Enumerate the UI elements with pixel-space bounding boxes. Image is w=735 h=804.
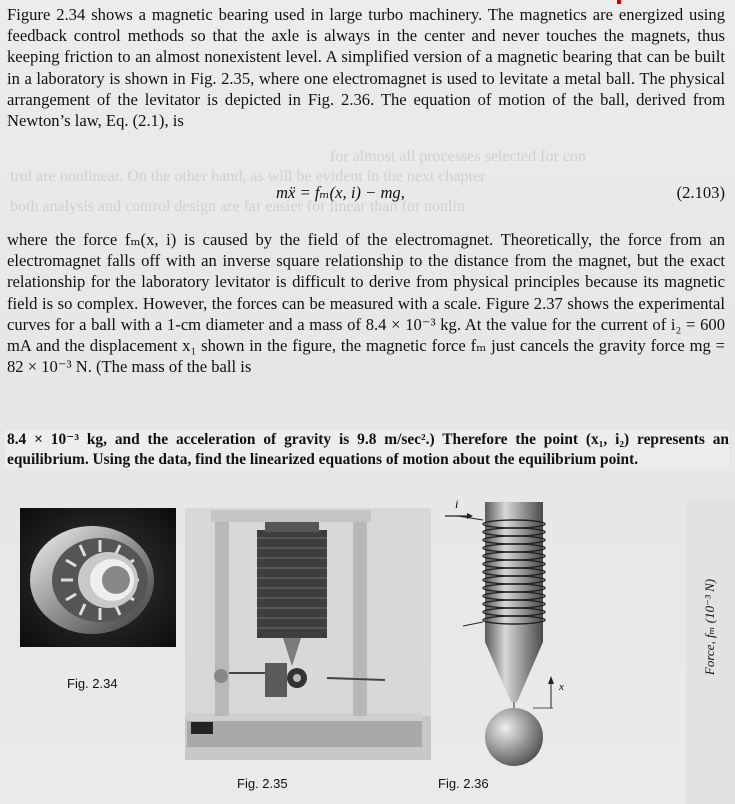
- bleed-through-text: for almost all processes selected for con: [330, 148, 586, 165]
- problem-paragraph-2: where the force fₘ(x, i) is caused by the field of the electromagnet. Theoretically, the force from an electromagnet falls off with an inverse square relationship to the distance from the magnet, but the exact relationship for the laboratory levitator is difficult to derive from physical principles because its magnetic field is so complex. However, the forces can be measured with a scale. Figure 2.37 shows the experimental curves for a ball with a 1-cm diameter and a mass of 8.4 × 10⁻³ kg. At the value for the current of i₂ = 600 mA and the displacement x₁ shown in the figure, the magnetic force fₘ just cancels the gravity force mg = 82 × 10⁻³ N. (The mass of the ball is: [7, 230, 725, 377]
- fig234-caption: Fig. 2.34: [67, 676, 118, 691]
- problem-paragraph-3: 8.4 × 10⁻³ kg, and the acceleration of gravity is 9.8 m/sec².) Therefore the point (x₁, i₂) represents an equilibrium. Using the data, find the linearized equations of motion about the equilibrium point.: [7, 431, 729, 468]
- fig235-caption: Fig. 2.35: [237, 776, 288, 791]
- equation-body: mẍ = fₘ(x, i) − mg,: [276, 183, 405, 202]
- fig236-caption: Fig. 2.36: [438, 776, 489, 791]
- bleed-through-text: trol are nonlinear. On the other hand, as will be evident in the next chapter: [10, 168, 486, 185]
- equation-2-103: [0, 183, 725, 207]
- fig235-levitator-photo: [185, 508, 431, 760]
- bleed-through-text: both analysis and control design are far easier for linear than for nonlin: [10, 198, 465, 215]
- fig234-bearing-photo: [20, 508, 176, 647]
- displacement-label: x: [559, 681, 564, 693]
- fig237-y-axis-label: Force, fₘ (10⁻³ N): [702, 578, 717, 676]
- equation-number: (2.103): [676, 183, 725, 202]
- problem-paragraph-1: Figure 2.34 shows a magnetic bearing used in large turbo machinery. The magnetics are energized using feedback control methods so that the axle is always in the center and never touches the magnets, thus keeping friction to an almost nonexistent level. A simplified version of a magnetic bearing that can be built in a laboratory is shown in Fig. 2.35, where one electromagnet is used to levitate a metal ball. The physical arrangement of the levitator is depicted in Fig. 2.36. The equation of motion of the ball, derived from Newton’s law, Eq. (2.1), is: [7, 5, 725, 131]
- fig236-levitator-diagram: [433, 494, 598, 774]
- current-label: i: [455, 497, 459, 511]
